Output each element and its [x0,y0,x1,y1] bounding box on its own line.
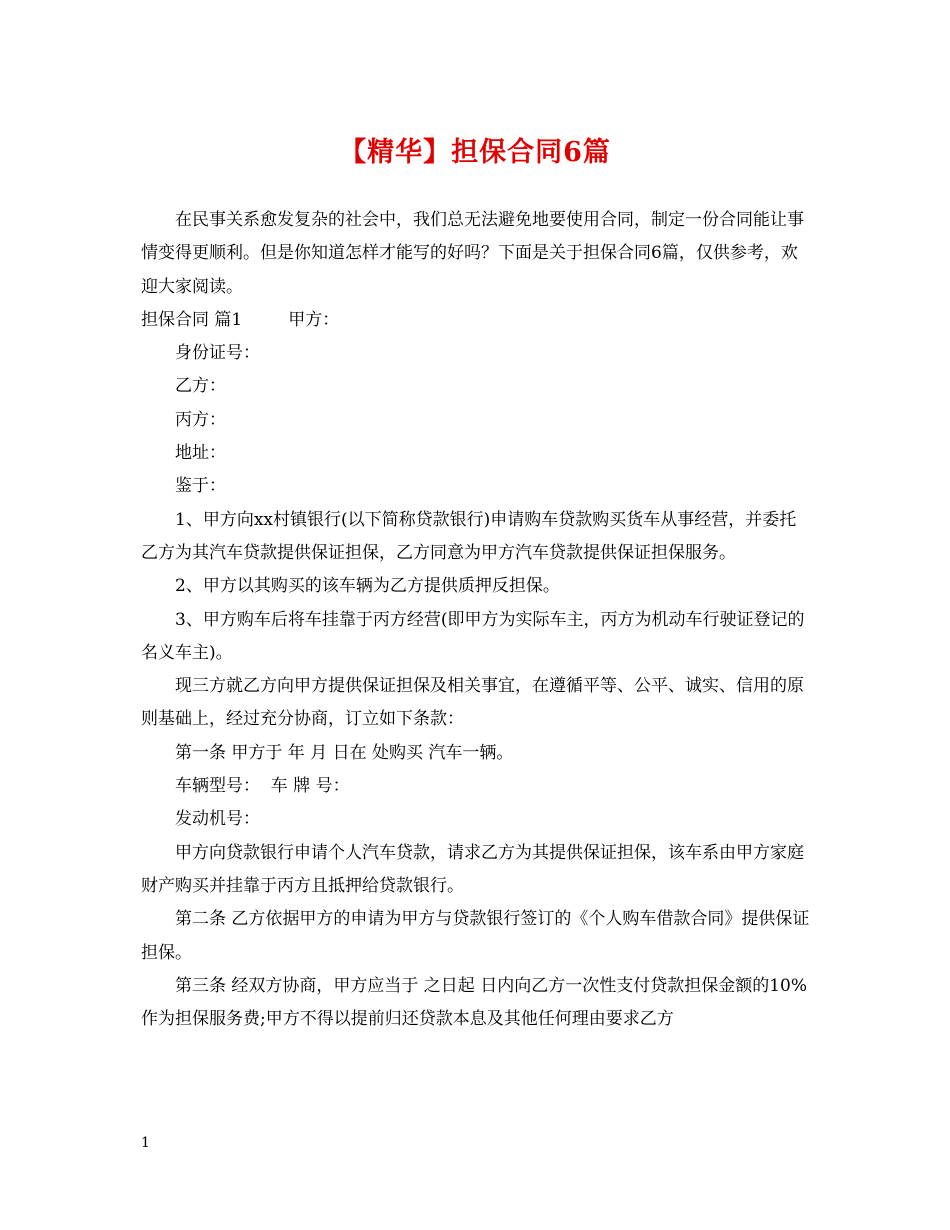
document-title: 【精华】担保合同6篇 [339,137,611,168]
whereas-item-1: 1、甲方向xx村镇银行(以下简称贷款银行)申请购车贷款购买货车从事经营，并委托乙方为其汽车贷款提供保证担保，乙方同意为甲方汽车贷款提供保证担保服务。 [141,509,797,563]
article-1: 第一条 甲方于 年 月 日在 处购买 汽车一辆。 [175,742,514,763]
vehicle-info-line: 车辆型号： 车 牌 号： [175,776,350,797]
loan-application-paragraph: 甲方向贷款银行申请个人汽车贷款，请求乙方为其提供保证担保，该车系由甲方家庭财产购买并挂靠于丙方且抵押给贷款银行。 [141,842,804,896]
agreement-paragraph: 现三方就乙方向甲方提供保证担保及相关事宜，在遵循平等、公平、诚实、信用的原则基础上，经过充分协商，订立如下条款： [141,676,804,730]
address-label: 地址： [175,443,226,464]
whereas-item-3: 3、甲方购车后将车挂靠于丙方经营(即甲方为实际车主，丙方为机动车行驶证登记的名义车主)。 [141,609,805,663]
engine-number-line: 发动机号： [175,809,260,830]
intro-paragraph: 在民事关系愈发复杂的社会中，我们总无法避免地要使用合同，制定一份合同能让事情变得更顺利。但是你知道怎样才能写的好吗？下面是关于担保合同6篇，仅供参考，欢迎大家阅读。 [141,210,804,297]
page-number: 1 [141,1135,150,1151]
whereas-item-2: 2、甲方以其购买的该车辆为乙方提供质押反担保。 [175,576,560,597]
section-heading-line [141,304,811,337]
whereas-label: 鉴于： [175,476,226,497]
article-3: 第三条 经双方协商，甲方应当于 之日起 日内向乙方一次性支付贷款担保金额的10%作为担保服务费;甲方不得以提前归还贷款本息及其他任何理由要求乙方 [141,975,807,1030]
id-number-label: 身份证号： [175,343,260,364]
party-c-label: 丙方： [175,409,226,430]
party-a-label: 甲方： [288,309,340,330]
party-b-label: 乙方： [175,376,226,397]
article-2: 第二条 乙方依据甲方的申请为甲方与贷款银行签订的《个人购车借款合同》提供保证担保。 [141,909,810,963]
section-title: 担保合同 篇1 [141,309,243,330]
document-body [141,204,811,1036]
